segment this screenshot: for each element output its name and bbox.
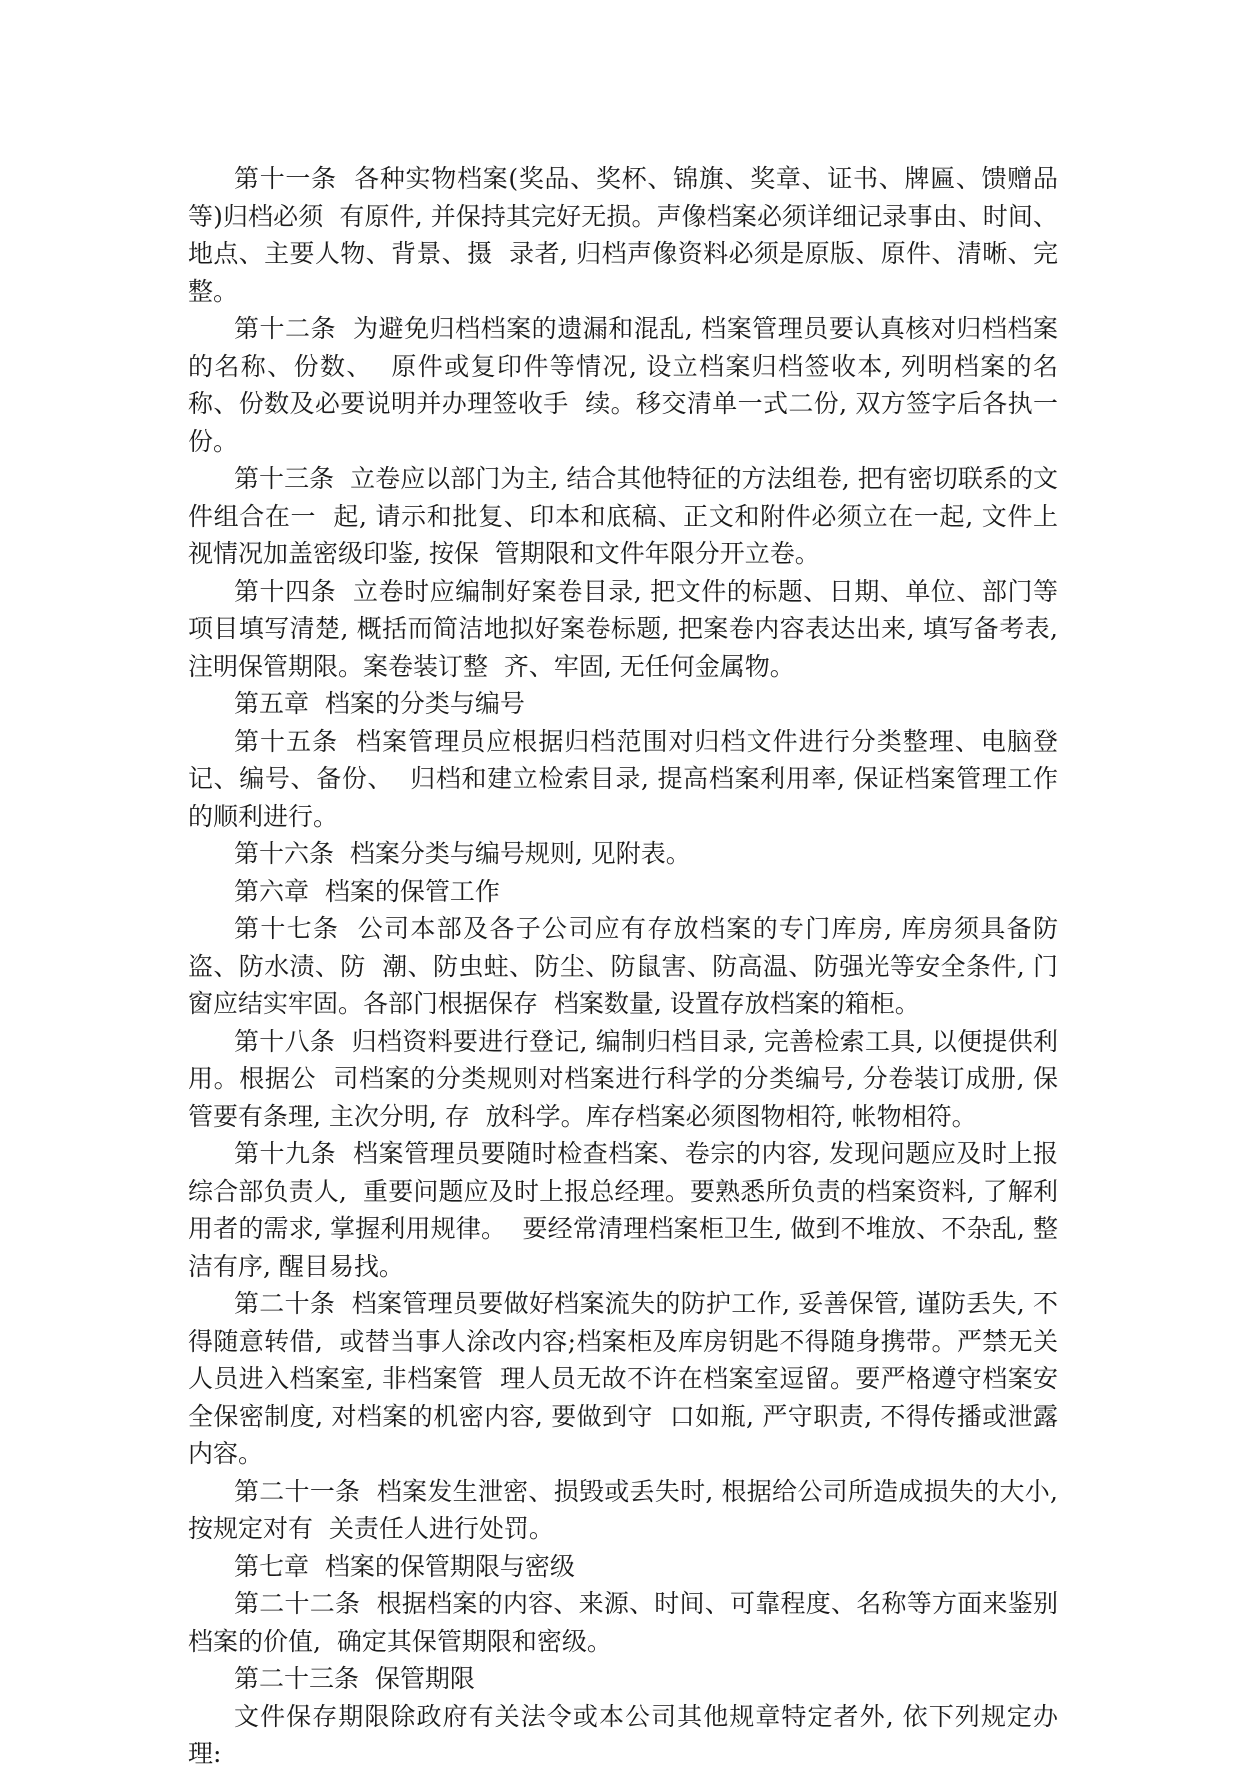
article-14-paragraph: 第十四条 立卷时应编制好案卷目录, 把文件的标题、日期、单位、部门等项目填写清楚, 概括而简洁地拟好案卷标题, 把案卷内容表达出来, 填写备考表, 注明保管期限。案卷装订整 齐、牢固, 无任何金属物。	[188, 576, 1066, 681]
document-page	[188, 160, 1074, 1773]
retention-rules-paragraph: 文件保存期限除政府有关法令或本公司其他规章特定者外, 依下列规定办理:	[188, 1701, 1058, 1768]
chapter-7-heading: 第七章 档案的保管期限与密级	[234, 1551, 575, 1581]
article-15-paragraph: 第十五条 档案管理员应根据归档范围对归档文件进行分类整理、电脑登记、编号、备份、 归档和建立检索目录, 提高档案利用率, 保证档案管理工作的顺利进行。	[188, 726, 1058, 831]
article-12-paragraph: 第十二条 为避免归档档案的遗漏和混乱, 档案管理员要认真核对归档档案的名称、份数、 原件或复印件等情况, 设立档案归档签收本, 列明档案的名称、份数及必要说明并办理签收手 续。移交清单一式二份, 双方签字后各执一份。	[188, 314, 1058, 456]
article-19-paragraph: 第十九条 档案管理员要随时检查档案、卷宗的内容, 发现问题应及时上报综合部负责人, 重要问题应及时上报总经理。要熟悉所负责的档案资料, 了解利用者的需求, 掌握利用规律。 要经常清理档案柜卫生, 做到不堆放、不杂乱, 整洁有序, 醒目易找。	[188, 1139, 1058, 1281]
article-21-paragraph: 第二十一条 档案发生泄密、损毁或丢失时, 根据给公司所造成损失的大小, 按规定对有 关责任人进行处罚。	[188, 1476, 1066, 1543]
chapter-6-heading: 第六章 档案的保管工作	[234, 876, 500, 906]
article-23-heading: 第二十三条 保管期限	[234, 1664, 475, 1693]
article-22-paragraph: 第二十二条 根据档案的内容、来源、时间、可靠程度、名称等方面来鉴别档案的价值, 确定其保管期限和密级。	[188, 1589, 1058, 1656]
article-17-paragraph: 第十七条 公司本部及各子公司应有存放档案的专门库房, 库房须具备防盗、防水渍、防 潮、防虫蛀、防尘、防鼠害、防高温、防强光等安全条件, 门窗应结实牢固。各部门根据保存 档案数量, 设置存放档案的箱柜。	[188, 914, 1058, 1018]
article-20-paragraph: 第二十条 档案管理员要做好档案流失的防护工作, 妥善保管, 谨防丢失, 不得随意转借, 或替当事人涂改内容;档案柜及库房钥匙不得随身携带。严禁无关人员进入档案室, 非档案管 理人员无故不许在档案室逗留。要严格遵守档案安全保密制度, 对档案的机密内容, 要做到守 口如瓶, 严守职责, 不得传播或泄露内容。	[188, 1289, 1058, 1468]
article-18-paragraph: 第十八条 归档资料要进行登记, 编制归档目录, 完善检索工具, 以便提供利用。根据公 司档案的分类规则对档案进行科学的分类编号, 分卷装订成册, 保管要有条理, 主次分明, 存 放科学。库存档案必须图物相符, 帐物相符。	[188, 1026, 1058, 1131]
article-16-paragraph: 第十六条 档案分类与编号规则, 见附表。	[234, 839, 691, 868]
chapter-5-heading: 第五章 档案的分类与编号	[234, 689, 525, 718]
article-13-paragraph: 第十三条 立卷应以部门为主, 结合其他特征的方法组卷, 把有密切联系的文件组合在一 起, 请示和批复、印本和底稿、正文和附件必须立在一起, 文件上视情况加盖密级印鉴, 按保 管期限和文件年限分开立卷。	[188, 464, 1058, 568]
article-11-paragraph: 第十一条 各种实物档案(奖品、奖杯、锦旗、奖章、证书、牌匾、馈赠品等)归档必须 有原件, 并保持其完好无损。声像档案必须详细记录事由、时间、 地点、主要人物、背景、摄 录者, 归档声像资料必须是原版、原件、清晰、完整。	[188, 164, 1074, 306]
